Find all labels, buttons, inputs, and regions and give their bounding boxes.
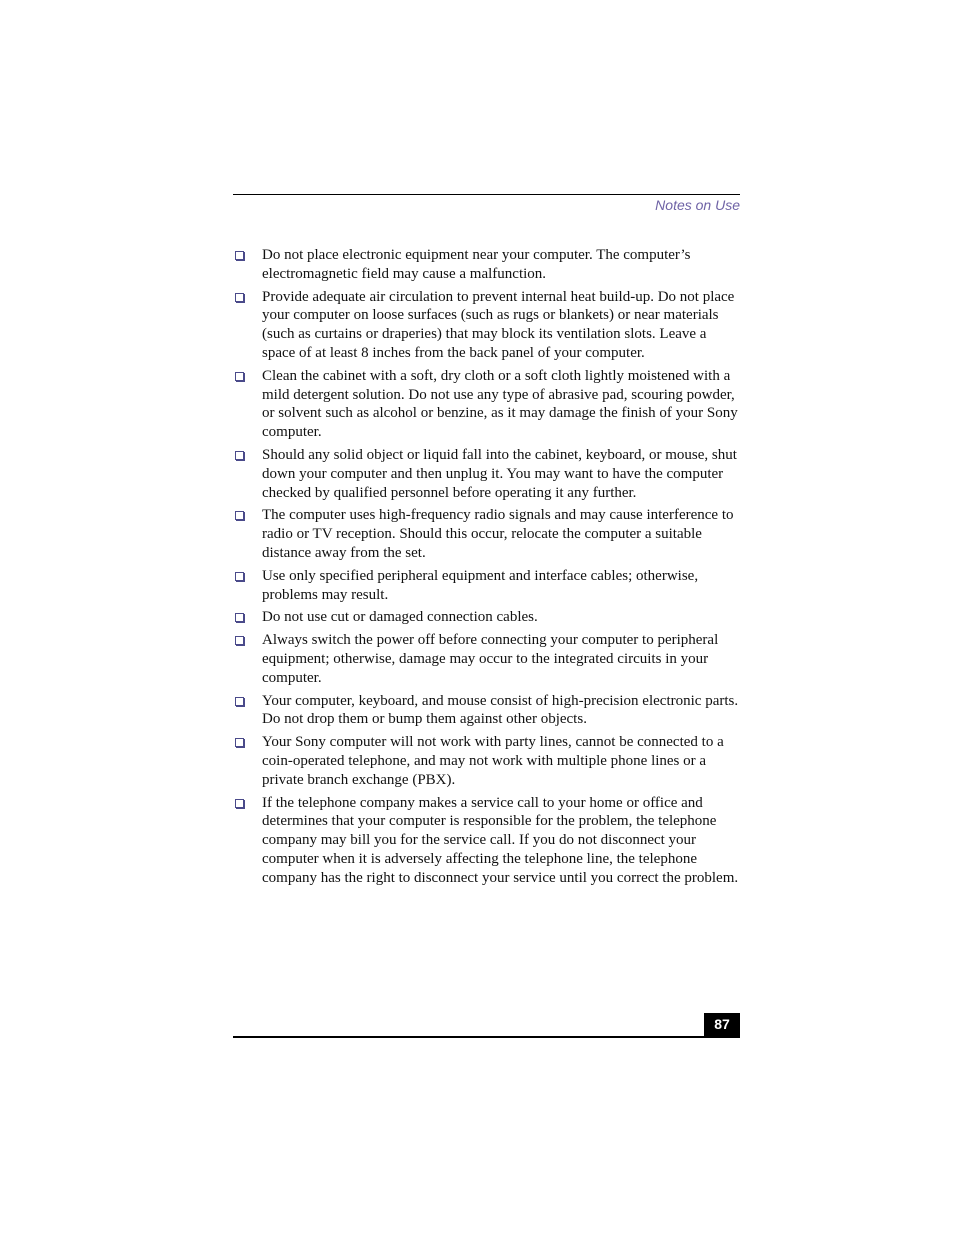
running-head: Notes on Use	[655, 197, 740, 213]
list-item-text: The computer uses high-frequency radio signals and may cause interference to radio or TV reception. Should this occur, relocate the computer a suitable distance away from the set.	[262, 507, 734, 561]
list-item-text: If the telephone company makes a service call to your home or office and determines that your computer is responsible for the problem, the telephone company may bill you for the service call. If you do not disconnect your computer when it is adversely affecting the telephone line, the telephone company has the right to disconnect your service until you correct the problem.	[262, 794, 739, 886]
list-item-text: Do not use cut or damaged connection cables.	[262, 609, 538, 626]
checkbox-bullet-icon	[235, 511, 244, 520]
checkbox-bullet-icon	[235, 697, 244, 706]
list-item-text: Always switch the power off before connecting your computer to peripheral equipment; otherwise, damage may occur to the integrated circuits in your computer.	[262, 632, 719, 686]
footer-rule	[233, 1036, 740, 1038]
checkbox-bullet-icon	[235, 372, 244, 381]
checkbox-bullet-icon	[235, 572, 244, 581]
list-item-text: Your computer, keyboard, and mouse consist of high-precision electronic parts. Do not drop them or bump them against other objects.	[262, 692, 739, 728]
checkbox-bullet-icon	[235, 293, 244, 302]
list-item-text: Your Sony computer will not work with party lines, cannot be connected to a coin-operated telephone, and may not work with multiple phone lines or a private branch exchange (PBX).	[262, 734, 724, 788]
checkbox-bullet-icon	[235, 738, 244, 747]
list-item-text: Do not place electronic equipment near your computer. The computer’s electromagnetic field may cause a malfunction.	[262, 247, 691, 282]
list-item-text: Provide adequate air circulation to prevent internal heat build-up. Do not place your computer on loose surfaces (such as rugs or blankets) or near materials (such as curtains or draperies) that may block its ventilation slots. Leave a space of at least 8 inches from the back panel of your computer.	[262, 288, 735, 361]
list-item	[233, 367, 740, 442]
checkbox-bullet-icon	[235, 799, 244, 808]
list-item-text: Should any solid object or liquid fall into the cabinet, keyboard, or mouse, shut down your computer and then unplug it. You may want to have the computer checked by qualified personnel before operating it any further.	[262, 446, 737, 501]
checkbox-bullet-icon	[235, 251, 244, 260]
list-item	[233, 692, 740, 730]
list-item	[233, 446, 740, 502]
list-item-text: Use only specified peripheral equipment and interface cables; otherwise, problems may result.	[262, 567, 699, 603]
list-item	[233, 506, 740, 562]
list-item	[233, 608, 740, 627]
checkbox-bullet-icon	[235, 451, 244, 460]
list-item-text: Clean the cabinet with a soft, dry cloth or a soft cloth lightly moistened with a mild detergent solution. Do not use any type of abrasive pad, scouring powder, or solvent such as alcohol or benzine, as it may damage the finish of your Sony computer.	[262, 367, 738, 441]
list-item	[233, 246, 740, 284]
list-item	[233, 567, 740, 605]
list-item	[233, 631, 740, 687]
list-item	[233, 733, 740, 789]
header-rule	[233, 194, 740, 195]
page-number: 87	[704, 1013, 740, 1038]
notes-list	[233, 246, 740, 892]
checkbox-bullet-icon	[235, 636, 244, 645]
list-item	[233, 288, 740, 363]
checkbox-bullet-icon	[235, 613, 244, 622]
list-item	[233, 794, 740, 888]
